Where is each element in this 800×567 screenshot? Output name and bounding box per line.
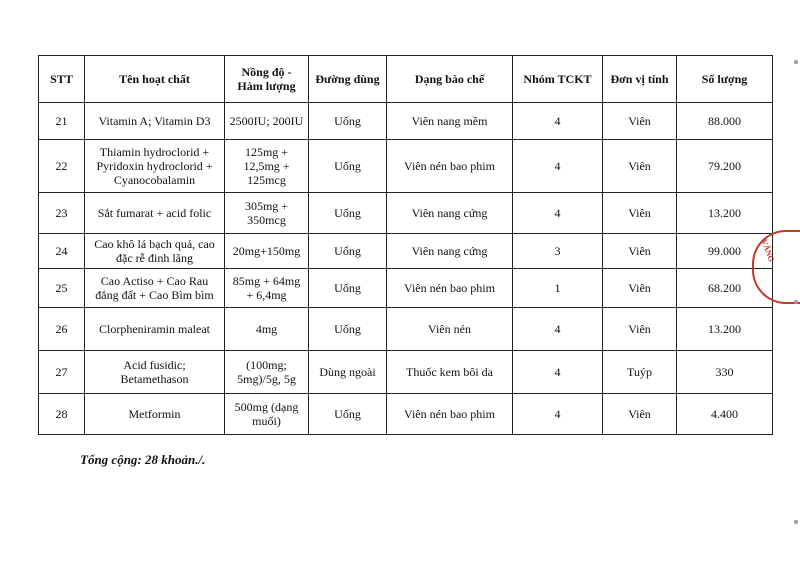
- cell-quantity: 13.200: [677, 308, 773, 351]
- table-header-row: [39, 56, 773, 103]
- cell-quantity: 68.200: [677, 269, 773, 308]
- cell-route: Dùng ngoài: [309, 351, 387, 394]
- header-strength: Nồng độ - Hàm lượng: [225, 56, 309, 103]
- stamp-text: VĂNG: [759, 238, 777, 264]
- table-row: [39, 269, 773, 308]
- cell-strength: 85mg + 64mg + 6,4mg: [225, 269, 309, 308]
- cell-route: Uống: [309, 193, 387, 234]
- cell-strength: 4mg: [225, 308, 309, 351]
- cell-unit: Viên: [603, 140, 677, 193]
- cell-route: Uống: [309, 140, 387, 193]
- cell-quantity: 330: [677, 351, 773, 394]
- cell-strength: 20mg+150mg: [225, 234, 309, 269]
- cell-unit: Viên: [603, 269, 677, 308]
- cell-group: 4: [513, 193, 603, 234]
- cell-name: Cao khô lá bạch quả, cao đặc rễ đinh lăng: [85, 234, 225, 269]
- cell-form: Viên nang cứng: [387, 234, 513, 269]
- table-row: [39, 351, 773, 394]
- cell-strength: 500mg (dạng muối): [225, 394, 309, 435]
- cell-unit: Viên: [603, 193, 677, 234]
- cell-form: Viên nén bao phim: [387, 269, 513, 308]
- cell-stt: 25: [39, 269, 85, 308]
- cell-route: Uống: [309, 103, 387, 140]
- header-route: Đường dùng: [309, 56, 387, 103]
- cell-quantity: 88.000: [677, 103, 773, 140]
- cell-stt: 21: [39, 103, 85, 140]
- cell-unit: Viên: [603, 103, 677, 140]
- cell-stt: 24: [39, 234, 85, 269]
- binding-hole-icon: [794, 60, 798, 64]
- cell-strength: 125mg + 12,5mg + 125mcg: [225, 140, 309, 193]
- cell-quantity: 4.400: [677, 394, 773, 435]
- cell-group: 4: [513, 351, 603, 394]
- header-stt: STT: [39, 56, 85, 103]
- table-row: [39, 140, 773, 193]
- cell-route: Uống: [309, 308, 387, 351]
- table-row: [39, 234, 773, 269]
- header-form: Dạng bào chế: [387, 56, 513, 103]
- cell-name: Acid fusidic; Betamethason: [85, 351, 225, 394]
- cell-stt: 26: [39, 308, 85, 351]
- cell-stt: 27: [39, 351, 85, 394]
- cell-strength: (100mg; 5mg)/5g, 5g: [225, 351, 309, 394]
- cell-strength: 2500IU; 200IU: [225, 103, 309, 140]
- cell-group: 4: [513, 103, 603, 140]
- table-row: [39, 193, 773, 234]
- cell-stt: 23: [39, 193, 85, 234]
- header-unit: Đơn vị tính: [603, 56, 677, 103]
- binding-hole-icon: [794, 300, 798, 304]
- cell-unit: Viên: [603, 308, 677, 351]
- cell-quantity: 99.000: [677, 234, 773, 269]
- cell-route: Uống: [309, 234, 387, 269]
- cell-route: Uống: [309, 394, 387, 435]
- cell-group: 1: [513, 269, 603, 308]
- cell-stt: 28: [39, 394, 85, 435]
- table-row: [39, 103, 773, 140]
- cell-group: 4: [513, 308, 603, 351]
- cell-name: Sắt fumarat + acid folic: [85, 193, 225, 234]
- cell-unit: Viên: [603, 394, 677, 435]
- drug-table: [38, 55, 773, 435]
- cell-name: Vitamin A; Vitamin D3: [85, 103, 225, 140]
- cell-form: Viên nang mềm: [387, 103, 513, 140]
- cell-form: Thuốc kem bôi da: [387, 351, 513, 394]
- cell-quantity: 79.200: [677, 140, 773, 193]
- table-row: [39, 308, 773, 351]
- header-name: Tên hoạt chất: [85, 56, 225, 103]
- header-group: Nhóm TCKT: [513, 56, 603, 103]
- cell-name: Cao Actiso + Cao Rau đắng đất + Cao Bìm bìm: [85, 269, 225, 308]
- table-row: [39, 394, 773, 435]
- cell-route: Uống: [309, 269, 387, 308]
- cell-form: Viên nang cứng: [387, 193, 513, 234]
- cell-form: Viên nén: [387, 308, 513, 351]
- cell-quantity: 13.200: [677, 193, 773, 234]
- cell-name: Metformin: [85, 394, 225, 435]
- cell-unit: Viên: [603, 234, 677, 269]
- binding-hole-icon: [794, 520, 798, 524]
- header-quantity: Số lượng: [677, 56, 773, 103]
- cell-group: 4: [513, 140, 603, 193]
- cell-group: 3: [513, 234, 603, 269]
- cell-name: Thiamin hydroclorid + Pyridoxin hydroclorid + Cyanocobalamin: [85, 140, 225, 193]
- cell-form: Viên nén bao phim: [387, 140, 513, 193]
- total-count: Tổng cộng: 28 khoản./.: [80, 452, 206, 467]
- cell-stt: 22: [39, 140, 85, 193]
- cell-group: 4: [513, 394, 603, 435]
- cell-unit: Tuýp: [603, 351, 677, 394]
- cell-name: Clorpheniramin maleat: [85, 308, 225, 351]
- cell-form: Viên nén bao phim: [387, 394, 513, 435]
- cell-strength: 305mg + 350mcg: [225, 193, 309, 234]
